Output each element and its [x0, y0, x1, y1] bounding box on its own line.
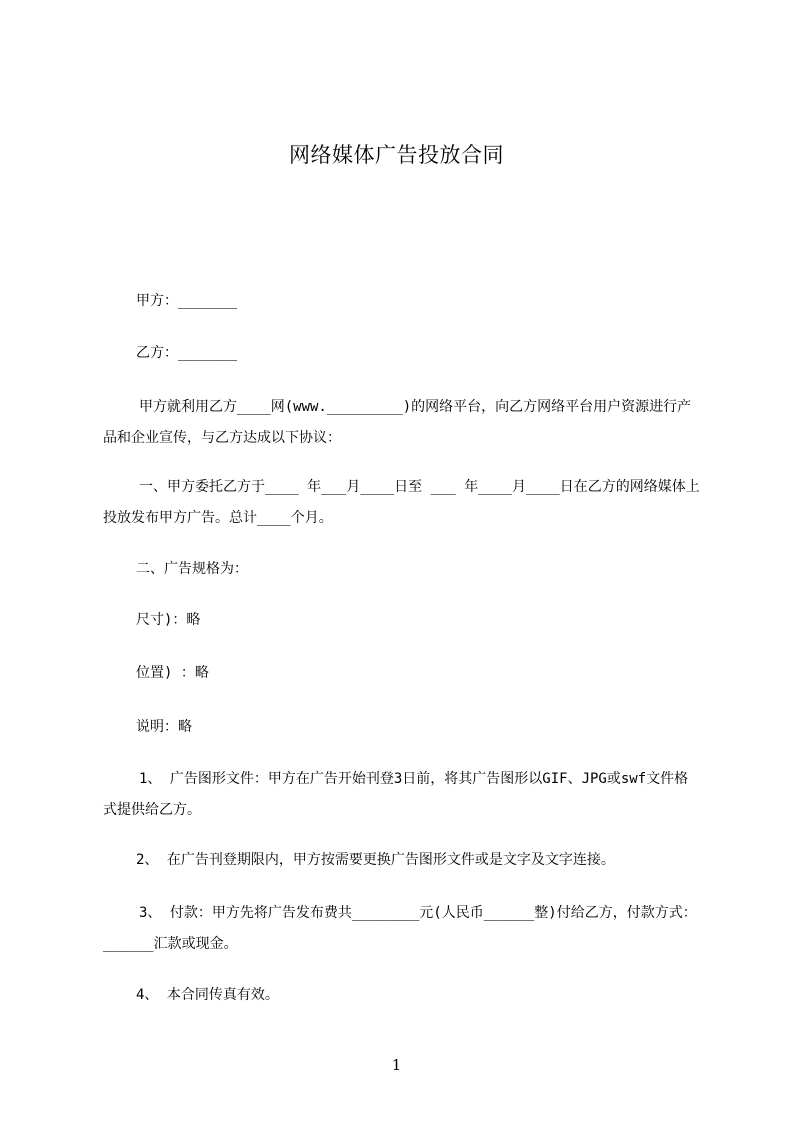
party-a-line: 甲方：_______: [136, 293, 238, 309]
party-b-line: 乙方：_______: [136, 345, 238, 361]
document-title: 网络媒体广告投放合同: [289, 143, 504, 167]
item-4-paragraph: 4、 本合同传真有效。: [136, 987, 279, 1003]
intro-paragraph: 甲方就利用乙方____网(www._________)的网络平台，向乙方网络平台用户资源进行产品和企业宣传，与乙方达成以下协议：: [103, 399, 692, 446]
item-3-paragraph: 3、 付款：甲方先将广告发布费共________元(人民币______整)付给乙方，付款方式：______汇款或现金。: [103, 905, 697, 952]
ad-size-line: 尺寸)：略: [136, 612, 201, 628]
clause-1-paragraph: 一、甲方委托乙方于____ 年___月____日至 ___ 年____月____日在乙方的网络媒体上投放发布甲方广告。总计____个月。: [103, 479, 700, 526]
ad-description-line: 说明：略: [136, 719, 192, 735]
item-1-paragraph: 1、 广告图形文件：甲方在广告开始刊登3日前，将其广告图形以GIF、JPG或swf文件格式提供给乙方。: [103, 771, 689, 818]
ad-position-line: 位置) ：略: [136, 665, 209, 681]
clause-2-heading: 二、广告规格为：: [136, 561, 248, 577]
page-number: 1: [391, 1056, 402, 1074]
item-2-paragraph: 2、 在广告刊登期限内，甲方按需要更换广告图形文件或是文字及文字连接。: [136, 852, 615, 868]
